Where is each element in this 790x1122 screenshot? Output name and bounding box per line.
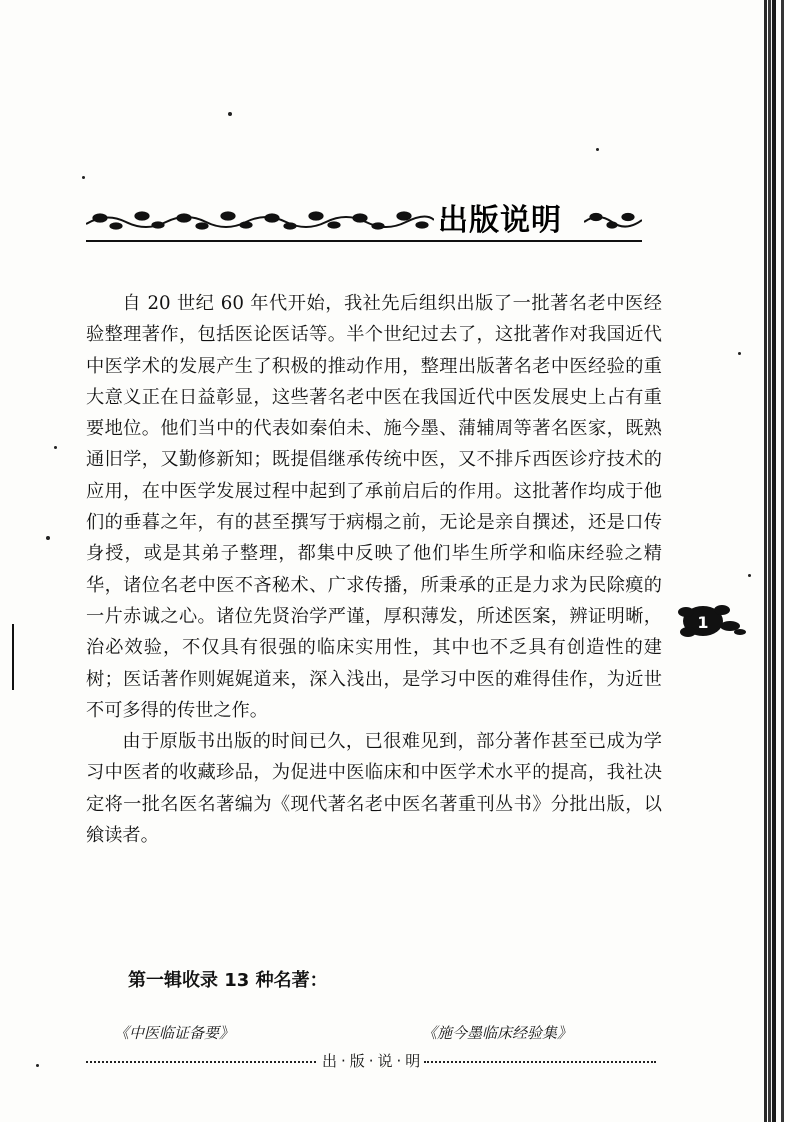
speck: [82, 176, 85, 179]
speck: [36, 1064, 39, 1067]
speck: [228, 112, 232, 116]
collection-heading: 第一辑收录 13 种名著：: [128, 970, 328, 991]
speck: [738, 352, 741, 355]
header-rule: [86, 240, 642, 242]
running-footer: [86, 1050, 656, 1074]
footer-rule-left: [86, 1061, 316, 1063]
page-number: 1: [697, 613, 709, 632]
section-header: [86, 198, 646, 242]
book-title-left: 《中医临证备要》: [114, 1024, 235, 1042]
header-title: 出版说明: [438, 203, 562, 238]
footer-rule-right: [424, 1061, 656, 1063]
left-margin-mark: [12, 624, 14, 690]
book-binding-edge: [764, 0, 776, 1122]
book-title-right: 《施今墨临床经验集》: [422, 1024, 573, 1042]
body-text: [86, 288, 662, 851]
speck: [748, 574, 751, 577]
binding-shadow: [781, 0, 784, 1122]
speck: [596, 148, 599, 151]
vine-ornament-left: [86, 208, 434, 232]
paragraph-2: 由于原版书出版的时间已久，已很难见到，部分著作甚至已成为学习中医者的收藏珍品，为促进中医临床和中医学术水平的提高，我社决定将一批名医名著编为《现代著名老中医名著重刊丛书》分批出版，以飨读者。: [86, 731, 662, 847]
footer-label: 出·版·说·明: [322, 1052, 425, 1070]
speck: [46, 536, 50, 540]
speck: [54, 446, 57, 449]
vine-ornament-right: [584, 208, 642, 232]
paragraph-1: 自 20 世纪 60 年代开始，我社先后组织出版了一批著名老中医经验整理著作，包括医论医话等。半个世纪过去了，这批著作对我国近代中医学术的发展产生了积极的推动作用，整理出版著名老中医经验的重大意义正在日益彰显，这些著名老中医在我国近代中医发展史上占有重要地位。他们当中的代表如秦伯未、施今墨、蒲辅周等著名医家，既熟通旧学，又勤修新知；既提倡继承传统中医，又不排斥西医诊疗技术的应用，在中医学发展过程中起到了承前启后的作用。这批著作均成于他们的垂暮之年，有的甚至撰写于病榻之前，无论是亲自撰述，还是口传身授，或是其弟子整理，都集中反映了他们毕生所学和临床经验之精华，诸位名老中医不吝秘术、广求传播，所秉承的正是力求为民除瘼的一片赤诚之心。诸位先贤治学严谨，厚积薄发，所述医案，辨证明晰，治必效验，不仅具有很强的临床实用性，其中也不乏具有创造性的建树；医话著作则娓娓道来，深入浅出，是学习中医的难得佳作，为近世不可多得的传世之作。: [86, 293, 662, 721]
